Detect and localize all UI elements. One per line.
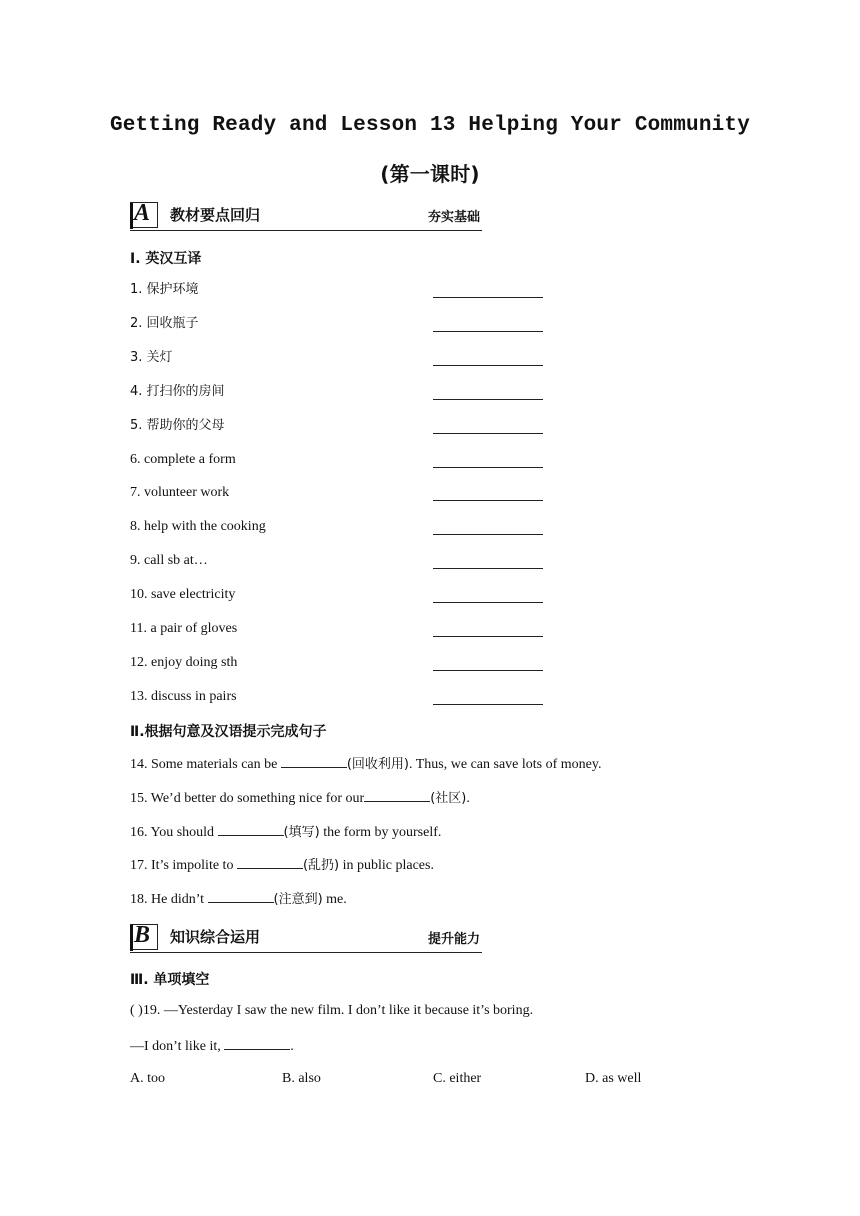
translation-item-text: 5. 帮助你的父母 bbox=[130, 417, 225, 433]
section-a-letter: A bbox=[134, 200, 151, 226]
answer-blank[interactable] bbox=[433, 296, 543, 298]
sentence-text: 17. It’s impolite to bbox=[130, 858, 237, 874]
translation-item bbox=[130, 350, 173, 366]
reply-text: —I don’t like it, bbox=[130, 1039, 225, 1054]
section-b-title: 知识综合运用 bbox=[170, 928, 261, 946]
translation-item-text: 8. help with the cooking bbox=[130, 519, 266, 535]
answer-blank[interactable] bbox=[433, 330, 543, 332]
page-title: Getting Ready and Lesson 13 Helping Your Community bbox=[109, 114, 751, 137]
sentence-item bbox=[130, 789, 470, 807]
translation-item bbox=[130, 655, 237, 671]
section-a-badge bbox=[130, 202, 158, 228]
section-a-banner bbox=[130, 202, 482, 231]
answer-blank[interactable] bbox=[433, 567, 543, 569]
translation-item bbox=[130, 553, 208, 569]
sentence-text: 18. He didn’t bbox=[130, 892, 208, 908]
answer-blank[interactable] bbox=[433, 466, 543, 468]
answer-blank[interactable] bbox=[208, 890, 274, 903]
sentence-item bbox=[130, 823, 441, 841]
translation-item bbox=[130, 621, 237, 637]
sentence-text: 16. You should bbox=[130, 824, 218, 840]
answer-blank[interactable] bbox=[237, 856, 303, 869]
option-c[interactable]: C. either bbox=[433, 1071, 482, 1086]
translation-item bbox=[130, 384, 225, 400]
chinese-hint: (填写) bbox=[283, 824, 320, 840]
option-a[interactable]: A. too bbox=[130, 1071, 165, 1086]
chinese-hint: (乱扔) bbox=[302, 858, 340, 874]
answer-blank[interactable] bbox=[433, 499, 543, 501]
translation-item-text: 12. enjoy doing sth bbox=[130, 654, 238, 670]
translation-item bbox=[130, 485, 229, 501]
sentence-text: the form by yourself. bbox=[319, 824, 442, 840]
answer-blank[interactable] bbox=[364, 789, 430, 802]
translation-item-text: 1. 保护环境 bbox=[130, 282, 199, 297]
option-d[interactable]: D. as well bbox=[585, 1071, 642, 1086]
sentence-item bbox=[130, 755, 601, 773]
translation-item bbox=[130, 282, 199, 298]
translation-item bbox=[130, 316, 199, 332]
sentence-text: 15. We’d better do something nice for our bbox=[130, 790, 365, 806]
section-a-tag: 夯实基础 bbox=[427, 210, 480, 225]
translation-item-text: 10. save electricity bbox=[130, 587, 236, 603]
answer-blank[interactable] bbox=[433, 669, 543, 671]
translation-item-text: 2. 回收瓶子 bbox=[130, 315, 199, 331]
chinese-hint: (回收利用) bbox=[346, 757, 409, 772]
translation-item-text: 4. 打扫你的房间 bbox=[130, 383, 225, 399]
section-b-banner bbox=[130, 924, 482, 953]
translation-item-text: 11. a pair of gloves bbox=[130, 621, 238, 636]
translation-item-text: 13. discuss in pairs bbox=[130, 688, 237, 704]
sentence-text: me. bbox=[322, 892, 347, 908]
sentence-text: 14. Some materials can be bbox=[130, 757, 281, 772]
sentence-item bbox=[130, 890, 347, 908]
sentence-item bbox=[130, 856, 434, 874]
answer-blank[interactable] bbox=[218, 823, 284, 836]
part1-heading: Ⅰ. 英汉互译 bbox=[130, 251, 202, 267]
translation-item bbox=[130, 689, 237, 705]
answer-blank[interactable] bbox=[433, 364, 543, 366]
translation-item-text: 6. complete a form bbox=[130, 451, 236, 467]
translation-item-text: 7. volunteer work bbox=[130, 485, 230, 501]
section-b-badge bbox=[130, 924, 158, 950]
chinese-hint: (社区) bbox=[430, 790, 467, 806]
translation-item bbox=[130, 418, 225, 434]
part3-heading: Ⅲ. 单项填空 bbox=[130, 972, 210, 988]
answer-blank[interactable] bbox=[433, 432, 543, 434]
answer-blank[interactable] bbox=[224, 1037, 290, 1050]
translation-item-text: 3. 关灯 bbox=[130, 349, 173, 365]
translation-item-text: 9. call sb at… bbox=[130, 553, 208, 569]
question-19-reply bbox=[130, 1037, 294, 1055]
answer-blank[interactable] bbox=[433, 533, 543, 535]
answer-blank[interactable] bbox=[433, 398, 543, 400]
answer-blank[interactable] bbox=[433, 635, 543, 637]
translation-item bbox=[130, 519, 266, 535]
section-a-title: 教材要点回归 bbox=[170, 206, 261, 224]
answer-blank[interactable] bbox=[281, 755, 347, 768]
option-b[interactable]: B. also bbox=[282, 1071, 321, 1086]
sentence-text: . Thus, we can save lots of money. bbox=[409, 757, 602, 772]
sentence-text: in public places. bbox=[339, 858, 434, 874]
section-b-letter: B bbox=[134, 922, 151, 948]
answer-blank[interactable] bbox=[433, 703, 543, 705]
reply-end: . bbox=[290, 1039, 294, 1054]
sentence-text: . bbox=[466, 790, 470, 806]
answer-blank[interactable] bbox=[433, 601, 543, 603]
section-b-tag: 提升能力 bbox=[427, 932, 480, 947]
part2-heading: Ⅱ.根据句意及汉语提示完成句子 bbox=[130, 724, 327, 740]
chinese-hint: (注意到) bbox=[273, 892, 323, 908]
translation-item bbox=[130, 587, 235, 603]
question-19: ( )19. —Yesterday I saw the new film. I don’t like it because it’s boring. bbox=[130, 1003, 534, 1018]
page-subtitle: (第一课时) bbox=[380, 162, 480, 186]
translation-item bbox=[130, 452, 236, 468]
